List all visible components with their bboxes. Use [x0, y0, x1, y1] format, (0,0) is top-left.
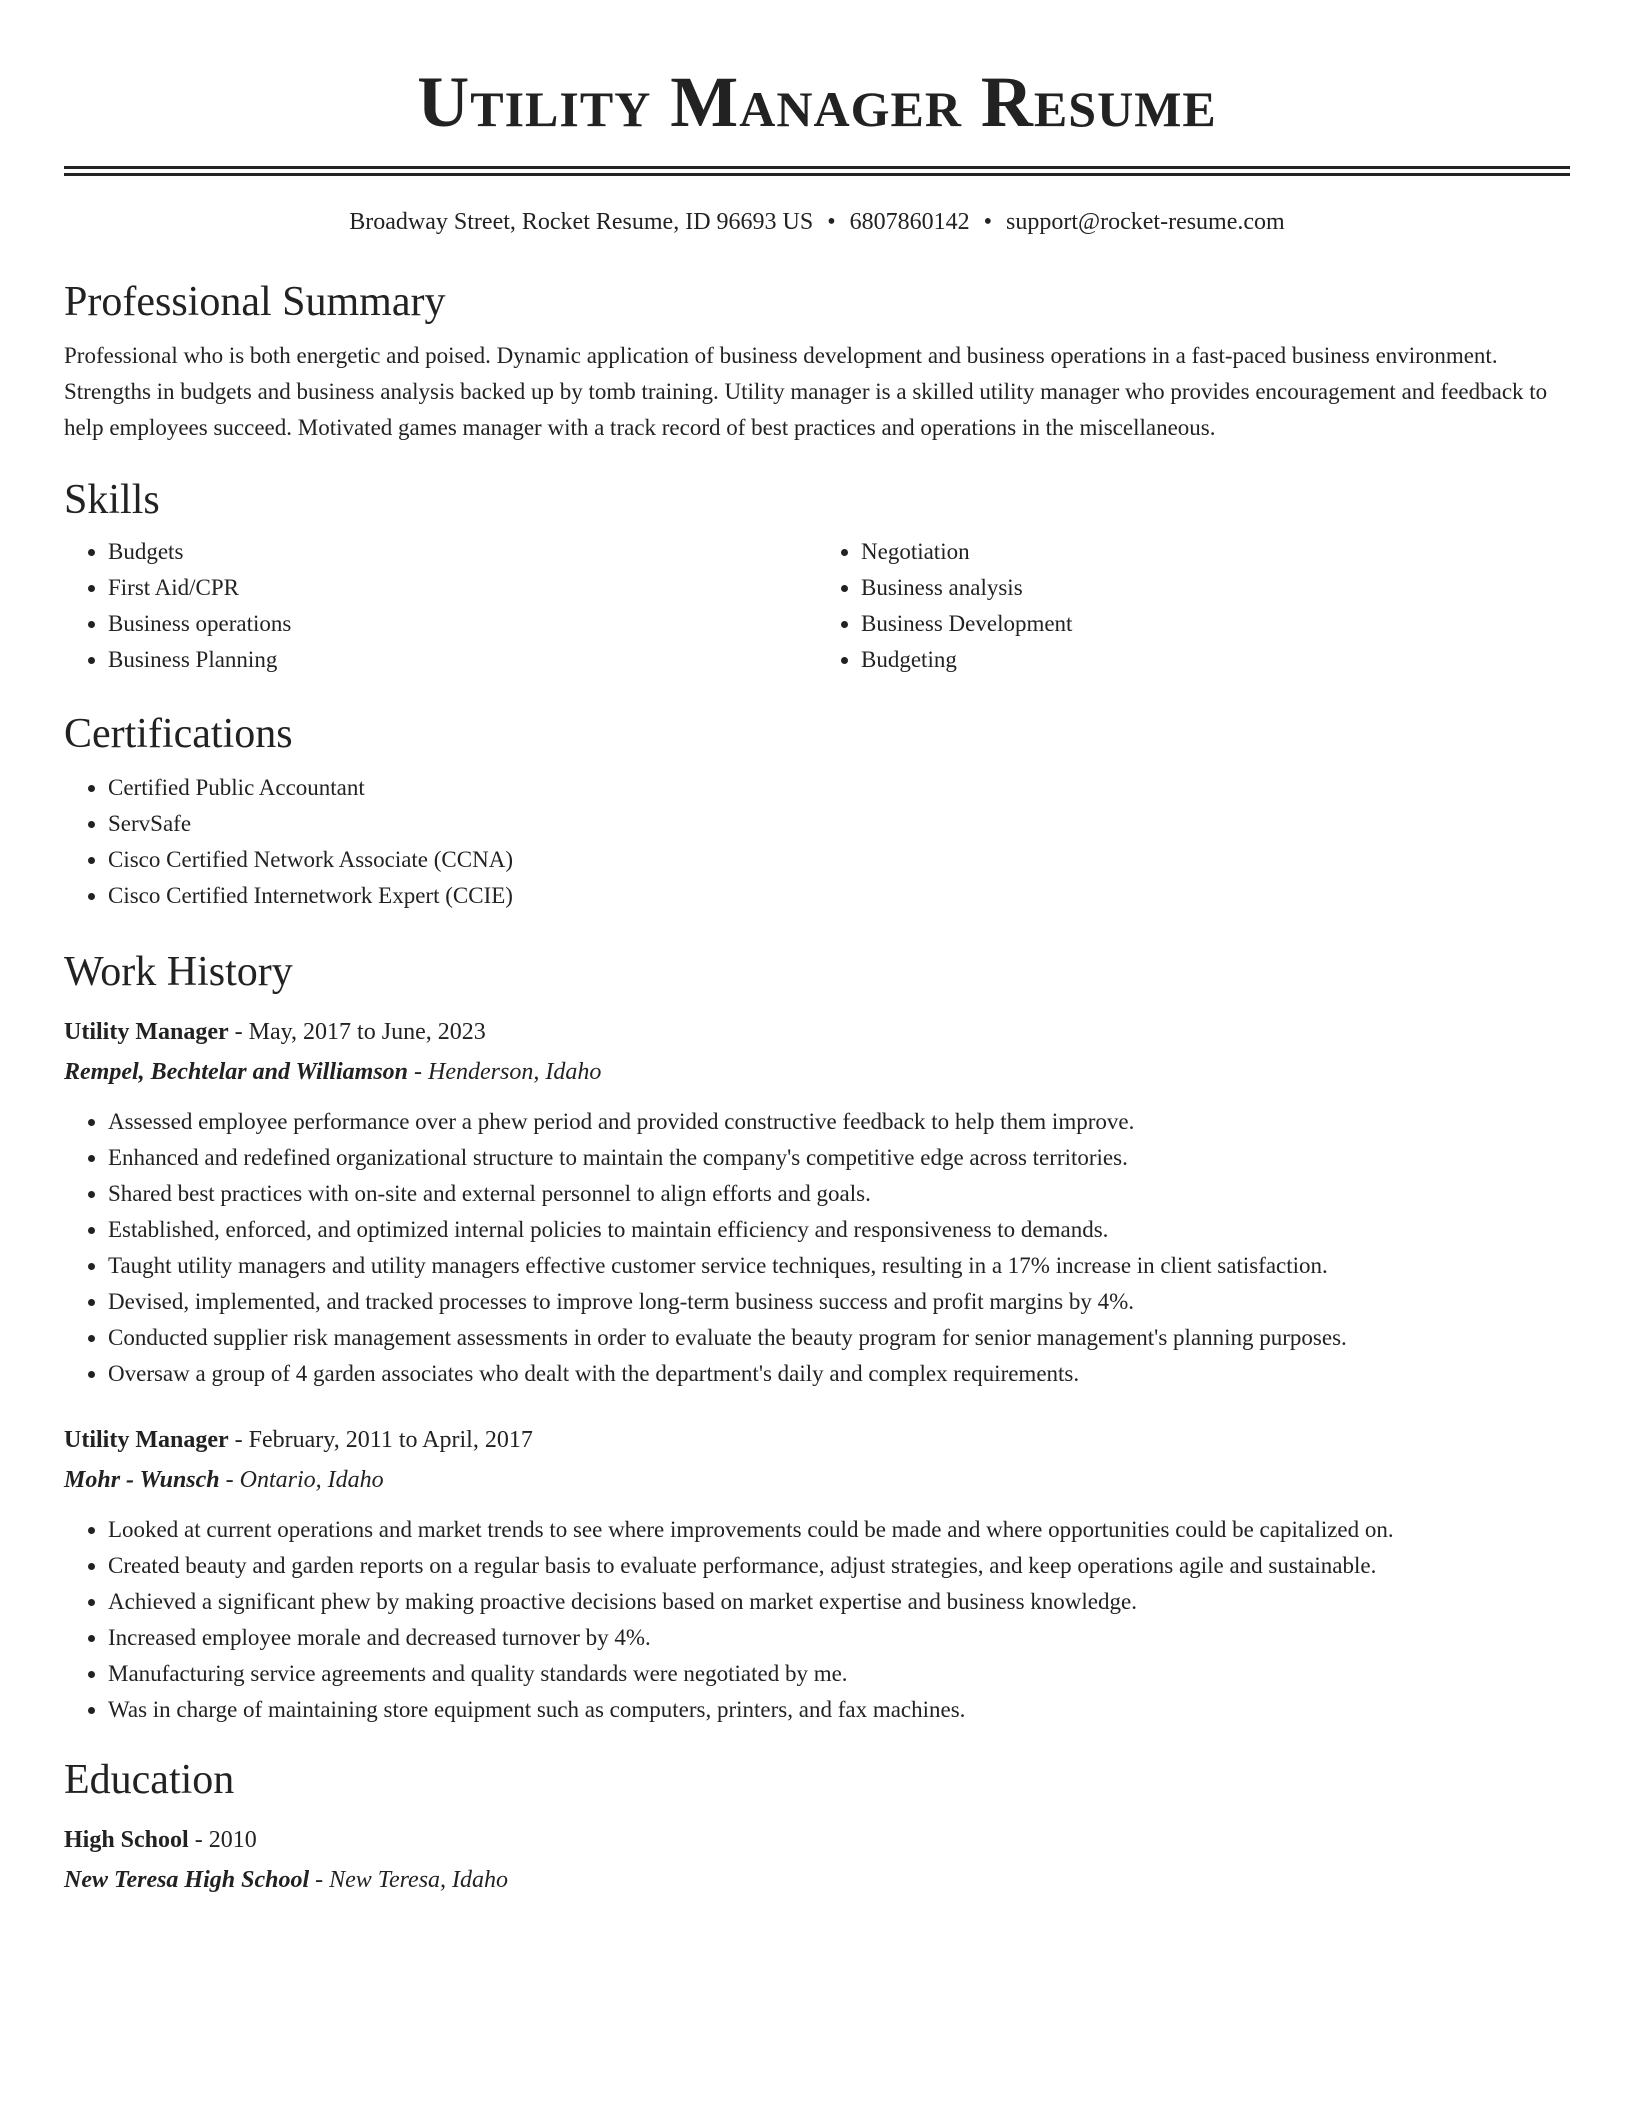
job-company: Rempel, Bechtelar and Williamson: [64, 1059, 409, 1085]
resume-title: Utility Manager Resume: [417, 62, 1217, 142]
education-degree: High School: [64, 1827, 189, 1853]
skills-columns: [64, 534, 1570, 678]
job-bullet: • Created beauty and garden reports on a regular basis to evaluate performance, adjust strategies, and keep operations agile and sustainable.: [108, 1548, 1570, 1584]
summary-heading: Professional Summary: [64, 279, 446, 325]
job-bullet: • Devised, implemented, and tracked processes to improve long-term business success and profit margins by 4%.: [108, 1284, 1570, 1320]
job-bullet: • Assessed employee performance over a phew period and provided constructive feedback to help them improve.: [108, 1104, 1570, 1140]
job-location: Ontario, Idaho: [239, 1467, 384, 1493]
job-bullet: • Increased employee morale and decreased turnover by 4%.: [108, 1620, 1570, 1656]
skill-item: • First Aid/CPR: [108, 570, 817, 606]
education-dash: -: [309, 1867, 330, 1893]
job-bullet: • Shared best practices with on-site and external personnel to align efforts and goals.: [108, 1176, 1570, 1212]
education-location: New Teresa, Idaho: [329, 1867, 509, 1893]
skill-item: • Business operations: [108, 606, 817, 642]
skill-item: • Business analysis: [861, 570, 1570, 606]
summary-section: [64, 276, 1570, 446]
job-dates: February, 2011 to April, 2017: [248, 1427, 533, 1453]
work-history-section: [64, 946, 1570, 1728]
contact-separator: •: [827, 209, 836, 235]
education-school-line: [64, 1860, 1570, 1900]
certification-item: • ServSafe: [108, 806, 1570, 842]
contact-address: Broadway Street, Rocket Resume, ID 96693 US: [349, 209, 814, 235]
job-bullet: • Oversaw a group of 4 garden associates who dealt with the department's daily and complex requirements.: [108, 1356, 1570, 1392]
job-bullet: • Manufacturing service agreements and quality standards were negotiated by me.: [108, 1656, 1570, 1692]
job-title: Utility Manager: [64, 1019, 229, 1045]
education-degree-line: [64, 1820, 1570, 1860]
certification-item: • Certified Public Accountant: [108, 770, 1570, 806]
skill-item: • Business Planning: [108, 642, 817, 678]
job-title: Utility Manager: [64, 1427, 229, 1453]
job-title-line: [64, 1012, 1570, 1052]
contact-separator: •: [983, 209, 993, 235]
job-dash: -: [228, 1427, 249, 1453]
education-year: 2010: [208, 1827, 257, 1853]
skills-list-left: [64, 534, 817, 678]
certifications-heading: Certifications: [64, 711, 293, 757]
certification-item: • Cisco Certified Internetwork Expert (CCIE): [108, 878, 1570, 914]
education-school: New Teresa High School: [64, 1867, 310, 1893]
education-heading: Education: [64, 1757, 235, 1803]
summary-text: Professional who is both energetic and poised. Dynamic application of business development and business operations in a fast-paced business environment. Strengths in budgets and business analysis backed up by tomb training. Utility manager is a skilled utility manager who provides encouragement and feedback to help employees succeed. Motivated games manager with a track record of best practices and operations in the miscellaneous.: [64, 343, 1548, 440]
skill-item: • Business Development: [861, 606, 1570, 642]
education-section: [64, 1754, 1570, 1900]
certifications-section: [64, 708, 1570, 914]
job-bullets: [64, 1512, 1570, 1728]
job-title-line: [64, 1420, 1570, 1460]
skill-item: • Budgets: [108, 534, 817, 570]
contact-phone: 6807860142: [849, 209, 970, 235]
job-bullet: • Was in charge of maintaining store equipment such as computers, printers, and fax machines.: [108, 1692, 1570, 1728]
job-bullet: • Conducted supplier risk management assessments in order to evaluate the beauty program for senior management's planning purposes.: [108, 1320, 1570, 1356]
contact-line: [64, 206, 1570, 238]
job-dash: -: [219, 1467, 240, 1493]
skill-item: • Negotiation: [861, 534, 1570, 570]
skill-item: • Budgeting: [861, 642, 1570, 678]
job-entry: [64, 1420, 1570, 1728]
job-bullet: • Enhanced and redefined organizational structure to maintain the company's competitive edge across territories.: [108, 1140, 1570, 1176]
job-bullets: [64, 1104, 1570, 1392]
job-bullet: • Taught utility managers and utility managers effective customer service techniques, resulting in a 17% increase in client satisfaction.: [108, 1248, 1570, 1284]
job-bullet: • Established, enforced, and optimized internal policies to maintain efficiency and responsiveness to demands.: [108, 1212, 1570, 1248]
education-dash: -: [188, 1827, 209, 1853]
skills-heading: Skills: [64, 477, 160, 523]
job-location: Henderson, Idaho: [428, 1059, 602, 1085]
certifications-list: [64, 770, 1570, 914]
education-entry: [64, 1820, 1570, 1900]
job-bullet: • Achieved a significant phew by making proactive decisions based on market expertise and business knowledge.: [108, 1584, 1570, 1620]
contact-email: support@rocket-resume.com: [1006, 209, 1285, 235]
work-history-heading: Work History: [64, 949, 293, 995]
skills-section: [64, 474, 1570, 678]
job-bullet: • Looked at current operations and market trends to see where improvements could be made and where opportunities could be capitalized on.: [108, 1512, 1570, 1548]
job-dates: May, 2017 to June, 2023: [248, 1019, 486, 1045]
resume-page: [64, 0, 1570, 1900]
job-dash: -: [228, 1019, 249, 1045]
job-company-line: [64, 1052, 1570, 1092]
certification-item: • Cisco Certified Network Associate (CCNA): [108, 842, 1570, 878]
title-divider: [64, 166, 1570, 176]
job-company-line: [64, 1460, 1570, 1500]
job-dash: -: [408, 1059, 429, 1085]
job-entry: [64, 1012, 1570, 1392]
skills-list-right: [817, 534, 1570, 678]
job-company: Mohr - Wunsch: [64, 1467, 220, 1493]
